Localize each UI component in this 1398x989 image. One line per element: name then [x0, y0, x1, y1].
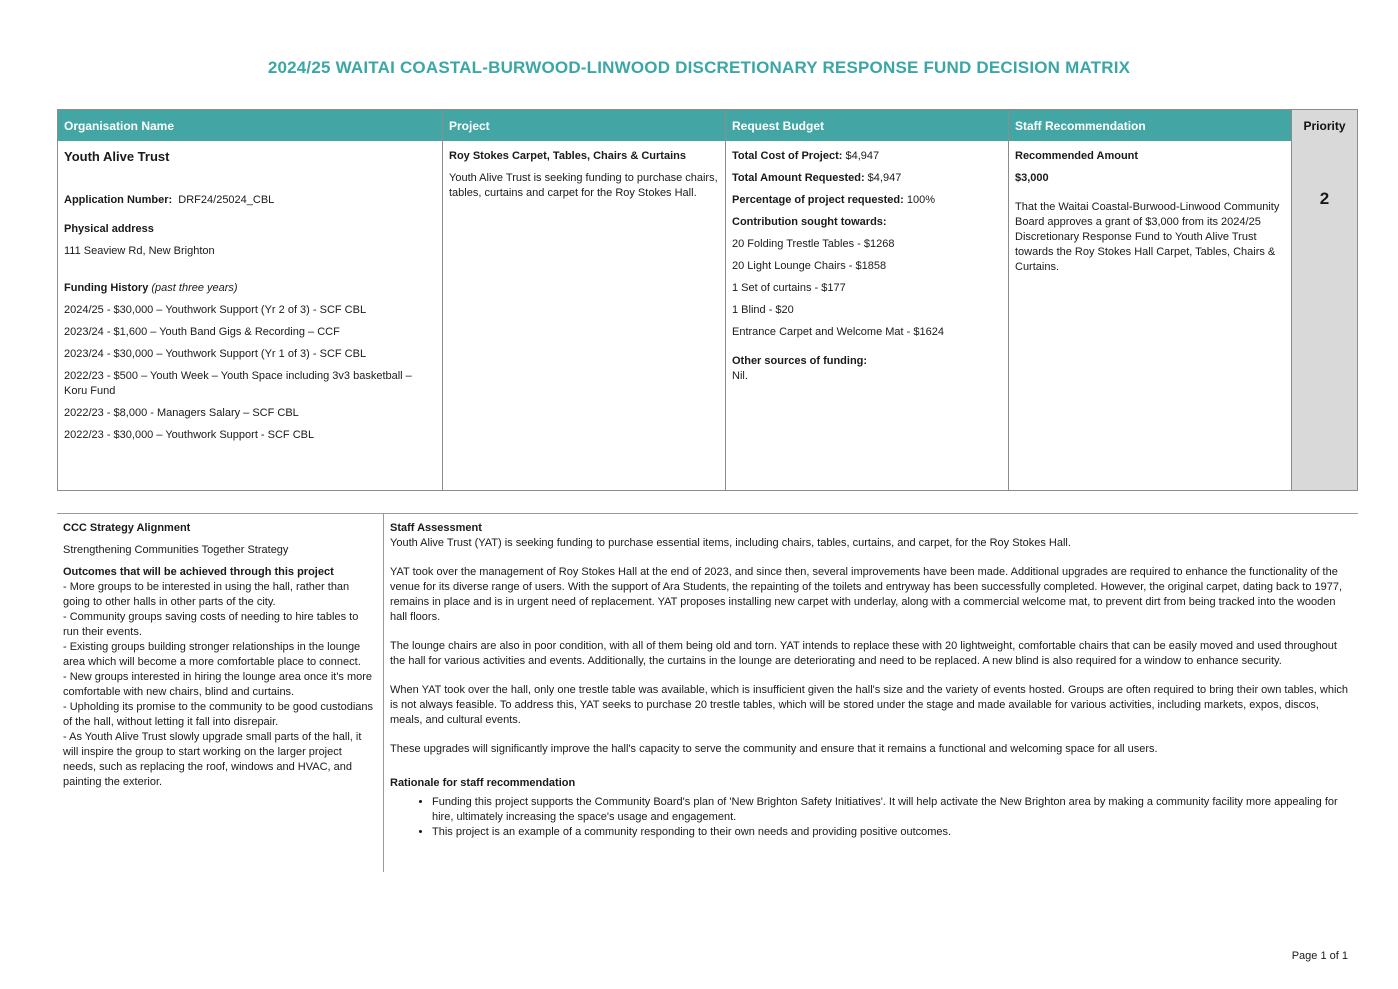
outcome-item: - Community groups saving costs of needing to hire tables to run their events.: [63, 611, 359, 638]
outcome-item: - As Youth Alive Trust slowly upgrade small parts of the hall, it will inspire the group to start working on the larger project needs, such as replacing the roof, windows and HVAC, and painting the exterior.: [63, 731, 362, 788]
strategy-heading: CCC Strategy Alignment: [63, 522, 191, 534]
address-value: 111 Seaview Rd, New Brighton: [64, 245, 215, 257]
application-number-value: DRF24/25024_CBL: [178, 194, 275, 206]
project-title: Roy Stokes Carpet, Tables, Chairs & Curtains: [449, 150, 686, 162]
strategy-name: Strengthening Communities Together Strategy: [63, 544, 289, 556]
contribution-label: Contribution sought towards:: [732, 216, 887, 228]
priority-value: 2: [1319, 189, 1330, 208]
outcomes-heading: Outcomes that will be achieved through this project: [63, 566, 334, 578]
funding-history-item: 2024/25 - $30,000 – Youthwork Support (Yr 2 of 3) - SCF CBL: [64, 304, 367, 316]
funding-history-item: 2023/24 - $30,000 – Youthwork Support (Yr 1 of 3) - SCF CBL: [64, 348, 367, 360]
budget-item: 20 Light Lounge Chairs - $1858: [732, 260, 887, 272]
percentage-value: 100%: [903, 194, 935, 206]
project-description: Youth Alive Trust is seeking funding to purchase chairs, tables, curtains and carpet for the Roy Stokes Hall.: [449, 172, 718, 199]
staff-recommendation-column: [1009, 110, 1292, 490]
total-requested-label: Total Amount Requested:: [732, 172, 865, 184]
organisation-name: Youth Alive Trust: [64, 149, 170, 164]
funding-history-heading: [64, 281, 436, 296]
budget-column: [726, 110, 1009, 490]
address-label: Physical address: [64, 223, 154, 235]
rationale-item: • Funding this project supports the Community Board's plan of 'New Brighton Safety Initiatives'. It will help activate the New Brighton area by making a community facility more appealing for hire, ultimately increasing the space's usage and engagement.: [432, 795, 1352, 825]
decision-matrix-table: [57, 109, 1358, 491]
organisation-column: [58, 110, 443, 490]
outcome-item: - More groups to be interested in using the hall, rather than going to other halls in other parts of the city.: [63, 581, 350, 608]
total-cost-value: $4,947: [842, 150, 880, 162]
total-requested-value: $4,947: [864, 172, 902, 184]
organisation-header: Organisation Name: [58, 110, 442, 141]
rationale-heading: Rationale for staff recommendation: [390, 777, 576, 789]
priority-header: Priority: [1292, 110, 1357, 141]
budget-item: Entrance Carpet and Welcome Mat - $1624: [732, 326, 944, 338]
percentage-label: Percentage of project requested:: [732, 194, 904, 206]
funding-history-item: 2022/23 - $500 – Youth Week – Youth Space including 3v3 basketball – Koru Fund: [64, 370, 412, 397]
rationale-list: [390, 795, 1352, 840]
outcome-item: - New groups interested in hiring the lounge area once it's more comfortable with new chairs, blind and curtains.: [63, 671, 373, 698]
assessment-paragraph: YAT took over the management of Roy Stokes Hall at the end of 2023, and since then, several improvements have been made. Additional upgrades are required to enhance the functionality of the venue for its diverse range of users. With the support of Ara Students, the repainting of the toilets and entryway has been successfully completed. However, the original carpet, dating back to 1977, remains in place and is in urgent need of replacement. YAT proposes installing new carpet with underlay, along with a commercial welcome mat, to prevent dirt from being tracked into the wooden hall floors.: [390, 566, 1343, 623]
strategy-alignment-panel: [63, 521, 375, 790]
total-cost-label: Total Cost of Project:: [732, 150, 843, 162]
application-number: [64, 193, 436, 208]
budget-item: 20 Folding Trestle Tables - $1268: [732, 238, 895, 250]
total-requested: [732, 171, 1002, 186]
staff-assessment-panel: [390, 521, 1352, 840]
other-funding-label: Other sources of funding:: [732, 355, 868, 367]
recommended-amount-label: Recommended Amount: [1015, 150, 1139, 162]
priority-column: [1292, 110, 1357, 490]
total-cost: [732, 149, 1002, 164]
staff-recommendation-header: Staff Recommendation: [1009, 110, 1291, 141]
recommendation-text: That the Waitai Coastal-Burwood-Linwood Community Board approves a grant of $3,000 from its 2024/25 Discretionary Response Fund to Youth Alive Trust towards the Roy Stokes Hall Carpet, Tables, Chairs & Curtains.: [1015, 201, 1280, 273]
project-column: [443, 110, 726, 490]
budget-header: Request Budget: [726, 110, 1008, 141]
funding-history-item: 2022/23 - $30,000 – Youthwork Support - SCF CBL: [64, 429, 315, 441]
other-funding-value: Nil.: [732, 370, 748, 382]
section-divider: [57, 513, 1358, 514]
assessment-paragraph: When YAT took over the hall, only one trestle table was available, which is insufficient given the hall's size and the variety of events hosted. Groups are often required to bring their own tables, which is not always feasible. To address this, YAT seeks to purchase 20 trestle tables, which will be stored under the stage and made available for various activities, including markets, expos, discos, meals, and cultural events.: [390, 684, 1349, 726]
column-divider: [383, 513, 384, 872]
page-title: 2024/25 WAITAI COASTAL-BURWOOD-LINWOOD DISCRETIONARY RESPONSE FUND DECISION MATRIX: [267, 58, 1131, 77]
rationale-item: • This project is an example of a community responding to their own needs and providing positive outcomes.: [432, 825, 1352, 840]
outcome-item: - Existing groups building stronger relationships in the lounge area which will become a more comfortable place to connect.: [63, 641, 361, 668]
funding-history-item: 2023/24 - $1,600 – Youth Band Gigs & Recording – CCF: [64, 326, 340, 338]
recommended-amount: $3,000: [1015, 172, 1049, 184]
funding-history-item: 2022/23 - $8,000 - Managers Salary – SCF CBL: [64, 407, 299, 419]
project-header: Project: [443, 110, 725, 141]
outcome-item: - Upholding its promise to the community to be good custodians of the hall, without letting it fall into disrepair.: [63, 701, 373, 728]
assessment-intro: Youth Alive Trust (YAT) is seeking funding to purchase essential items, including chairs, tables, curtains, and carpet, for the Roy Stokes Hall.: [390, 537, 1071, 549]
budget-item: 1 Set of curtains - $177: [732, 282, 846, 294]
funding-history-note: (past three years): [151, 282, 238, 294]
application-number-label: Application Number:: [64, 194, 173, 206]
budget-item: 1 Blind - $20: [732, 304, 794, 316]
assessment-heading: Staff Assessment: [390, 522, 482, 534]
funding-history-label: Funding History: [64, 282, 149, 294]
assessment-paragraph: These upgrades will significantly improve the hall's capacity to serve the community and ensure that it remains a functional and welcoming space for all users.: [390, 743, 1158, 755]
assessment-paragraph: The lounge chairs are also in poor condition, with all of them being old and torn. YAT intends to replace these with 20 lightweight, comfortable chairs that can be easily moved and used throughout the hall for various activities and events. Additionally, the curtains in the lounge are deteriorating and need to be replaced. A new blind is also required for a window to enhance security.: [390, 640, 1337, 667]
page-number: Page 1 of 1: [1291, 950, 1348, 962]
percentage-requested: [732, 193, 1002, 208]
